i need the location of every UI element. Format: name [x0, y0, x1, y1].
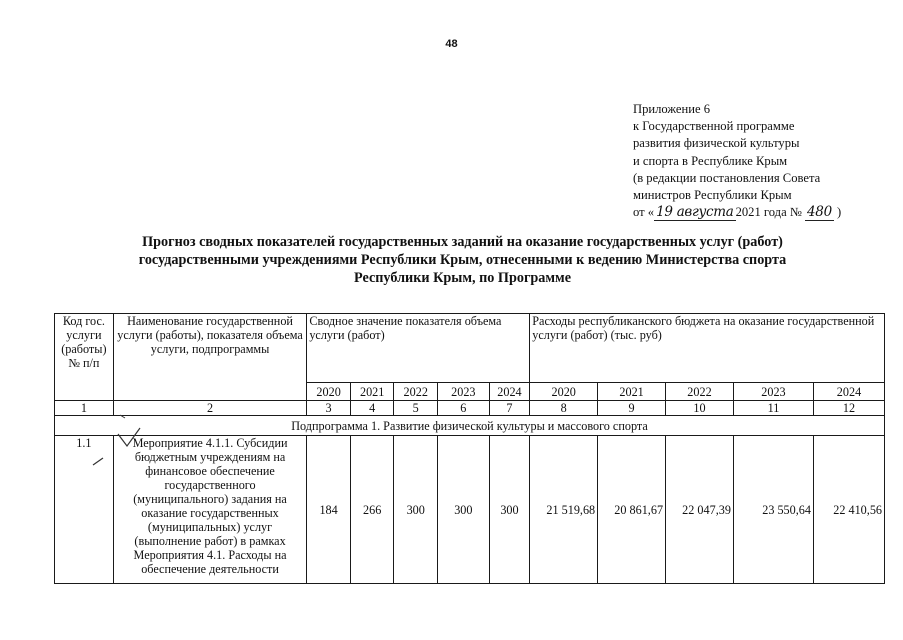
- volume-value: 266: [350, 436, 394, 584]
- column-number: 1: [55, 401, 114, 416]
- column-number: 9: [598, 401, 666, 416]
- column-number: 6: [438, 401, 490, 416]
- budget-value: 21 519,68: [530, 436, 598, 584]
- column-number: 3: [307, 401, 351, 416]
- column-number: 10: [666, 401, 734, 416]
- header-code: Код гос. услуги (работы) № п/п: [55, 314, 114, 401]
- column-number: 8: [530, 401, 598, 416]
- year-header: 2024: [813, 383, 884, 401]
- appendix-line: к Государственной программе: [633, 119, 795, 134]
- column-number: 12: [813, 401, 884, 416]
- volume-value: 300: [489, 436, 530, 584]
- header-volume: Сводное значение показателя объема услуги (работ): [307, 314, 530, 383]
- column-number: 11: [733, 401, 813, 416]
- close-paren: ): [837, 205, 842, 220]
- year-header: 2023: [438, 383, 490, 401]
- header-name: Наименование государственной услуги (работы), показателя объема услуги, подпрограммы: [113, 314, 307, 401]
- volume-value: 300: [394, 436, 438, 584]
- appendix-line: (в редакции постановления Совета: [633, 170, 821, 185]
- year-header: 2020: [307, 383, 351, 401]
- document-title: [80, 233, 845, 287]
- appendix-line: развития физической культуры: [633, 136, 800, 151]
- budget-value: 22 410,56: [813, 436, 884, 584]
- title-line: Прогноз сводных показателей государственных заданий на оказание государственных услуг (работ): [142, 234, 783, 250]
- year-header: 2023: [733, 383, 813, 401]
- title-line: государственными учреждениями Республики Крым, отнесенными к ведению Министерства спорта: [138, 252, 787, 268]
- year-header: 2021: [598, 383, 666, 401]
- column-number: 7: [489, 401, 530, 416]
- date-prefix: от «: [633, 205, 655, 220]
- column-number: 5: [394, 401, 438, 416]
- year-text: 2021 года №: [735, 205, 802, 220]
- indicators-table: [54, 313, 885, 584]
- row-code: 1.1: [55, 436, 114, 584]
- title-line: Республики Крым, по Программе: [354, 270, 571, 286]
- subprogram-row: Подпрограмма 1. Развитие физической культуры и массового спорта: [55, 416, 885, 436]
- column-number: 4: [350, 401, 394, 416]
- year-header: 2021: [350, 383, 394, 401]
- handwritten-month: августа: [676, 204, 734, 221]
- budget-value: 23 550,64: [733, 436, 813, 584]
- year-header: 2022: [666, 383, 734, 401]
- year-header: 2024: [489, 383, 530, 401]
- appendix-note: [633, 101, 841, 221]
- page-number: 48: [445, 38, 458, 50]
- table-row: [55, 436, 885, 584]
- appendix-line: и спорта в Республике Крым: [633, 153, 788, 168]
- year-header: 2022: [394, 383, 438, 401]
- volume-value: 184: [307, 436, 351, 584]
- year-header: 2020: [530, 383, 598, 401]
- volume-value: 300: [438, 436, 490, 584]
- budget-value: 22 047,39: [666, 436, 734, 584]
- row-name: Мероприятие 4.1.1. Субсидии бюджетным учреждениям на финансовое обеспечение государственного (муниципального) задания на оказание государственных (муниципальных) услуг (выполнение работ) в рамках Мероприятия 4.1. Расходы на обеспечение деятельности: [113, 436, 307, 584]
- budget-value: 20 861,67: [598, 436, 666, 584]
- header-budget: Расходы республиканского бюджета на оказание государственной услуги (работ) (тыс. руб): [530, 314, 885, 383]
- handwritten-number: 480: [807, 204, 832, 221]
- column-number: 2: [113, 401, 307, 416]
- appendix-line: министров Республики Крым: [633, 188, 792, 203]
- handwritten-day: 19: [656, 204, 673, 221]
- column-number-row: [55, 401, 885, 416]
- appendix-line: Приложение 6: [633, 102, 711, 116]
- appendix-date-line: [633, 204, 841, 221]
